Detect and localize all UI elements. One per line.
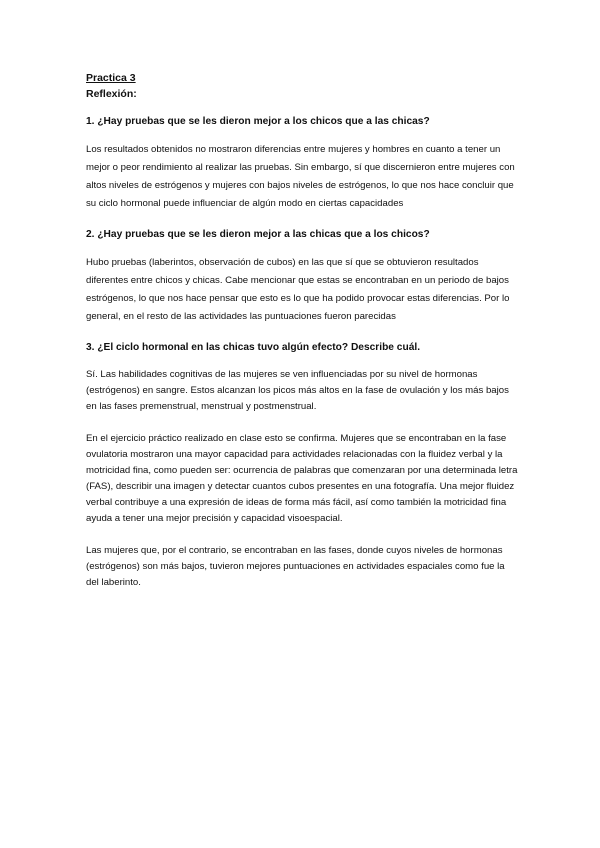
- document-title: Practica 3: [86, 72, 136, 84]
- answer-3-paragraph-2: En el ejercicio práctico realizado en clase esto se confirma. Mujeres que se encontraban en la fase ovulatoria mostraron una mayor capacidad para actividades relacionadas con la fluidez verbal y la motricidad fina, como pueden ser: ocurrencia de palabras que comenzaran por una determinada letra (FAS), describir una imagen y detectar cuantos cubos presentes en una fotografía. Una mejor fluidez verbal contribuye a una expresión de ideas de forma más fácil, así como también la motricidad fina ayuda a tener una mejor precisión y capacidad visoespacial.: [86, 433, 518, 524]
- question-3: 3. ¿El ciclo hormonal en las chicas tuvo algún efecto? Describe cuál.: [86, 342, 421, 353]
- document-subtitle: Reflexión:: [86, 88, 137, 100]
- question-1: 1. ¿Hay pruebas que se les dieron mejor a los chicos que a las chicas?: [86, 116, 430, 127]
- document-body: [86, 70, 518, 607]
- answer-3-paragraph-1: Sí. Las habilidades cognitivas de las mujeres se ven influenciadas por su nivel de hormonas (estrógenos) en sangre. Estos alcanzan los picos más altos en la fase de ovulación y los más bajos en las fases premenstrual, menstrual y postmenstrual.: [86, 369, 509, 412]
- answer-3-paragraph-3: Las mujeres que, por el contrario, se encontraban en las fases, donde cuyos niveles de hormonas (estrógenos) son más bajos, tuvieron mejores puntuaciones en actividades espaciales como fue la del laberinto.: [86, 545, 505, 588]
- answer-2-paragraph: Hubo pruebas (laberintos, observación de cubos) en las que sí que se obtuvieron resultados diferentes entre chicos y chicas. Cabe mencionar que estas se encontraban en un periodo de bajos estrógenos, lo que nos hace pensar que esto es lo que ha podido provocar estas diferencias. Por lo general, en el resto de las actividades las puntuaciones fueron parecidas: [86, 257, 510, 322]
- answer-1-paragraph: Los resultados obtenidos no mostraron diferencias entre mujeres y hombres en cuanto a tener un mejor o peor rendimiento al realizar las pruebas. Sin embargo, sí que discernieron entre mujeres con altos niveles de estrógenos y mujeres con bajos niveles de estrógenos, lo que nos hace concluir que su ciclo hormonal puede influenciar de algún modo en ciertas capacidades: [86, 144, 515, 209]
- question-2: 2. ¿Hay pruebas que se les dieron mejor a las chicas que a los chicos?: [86, 229, 430, 240]
